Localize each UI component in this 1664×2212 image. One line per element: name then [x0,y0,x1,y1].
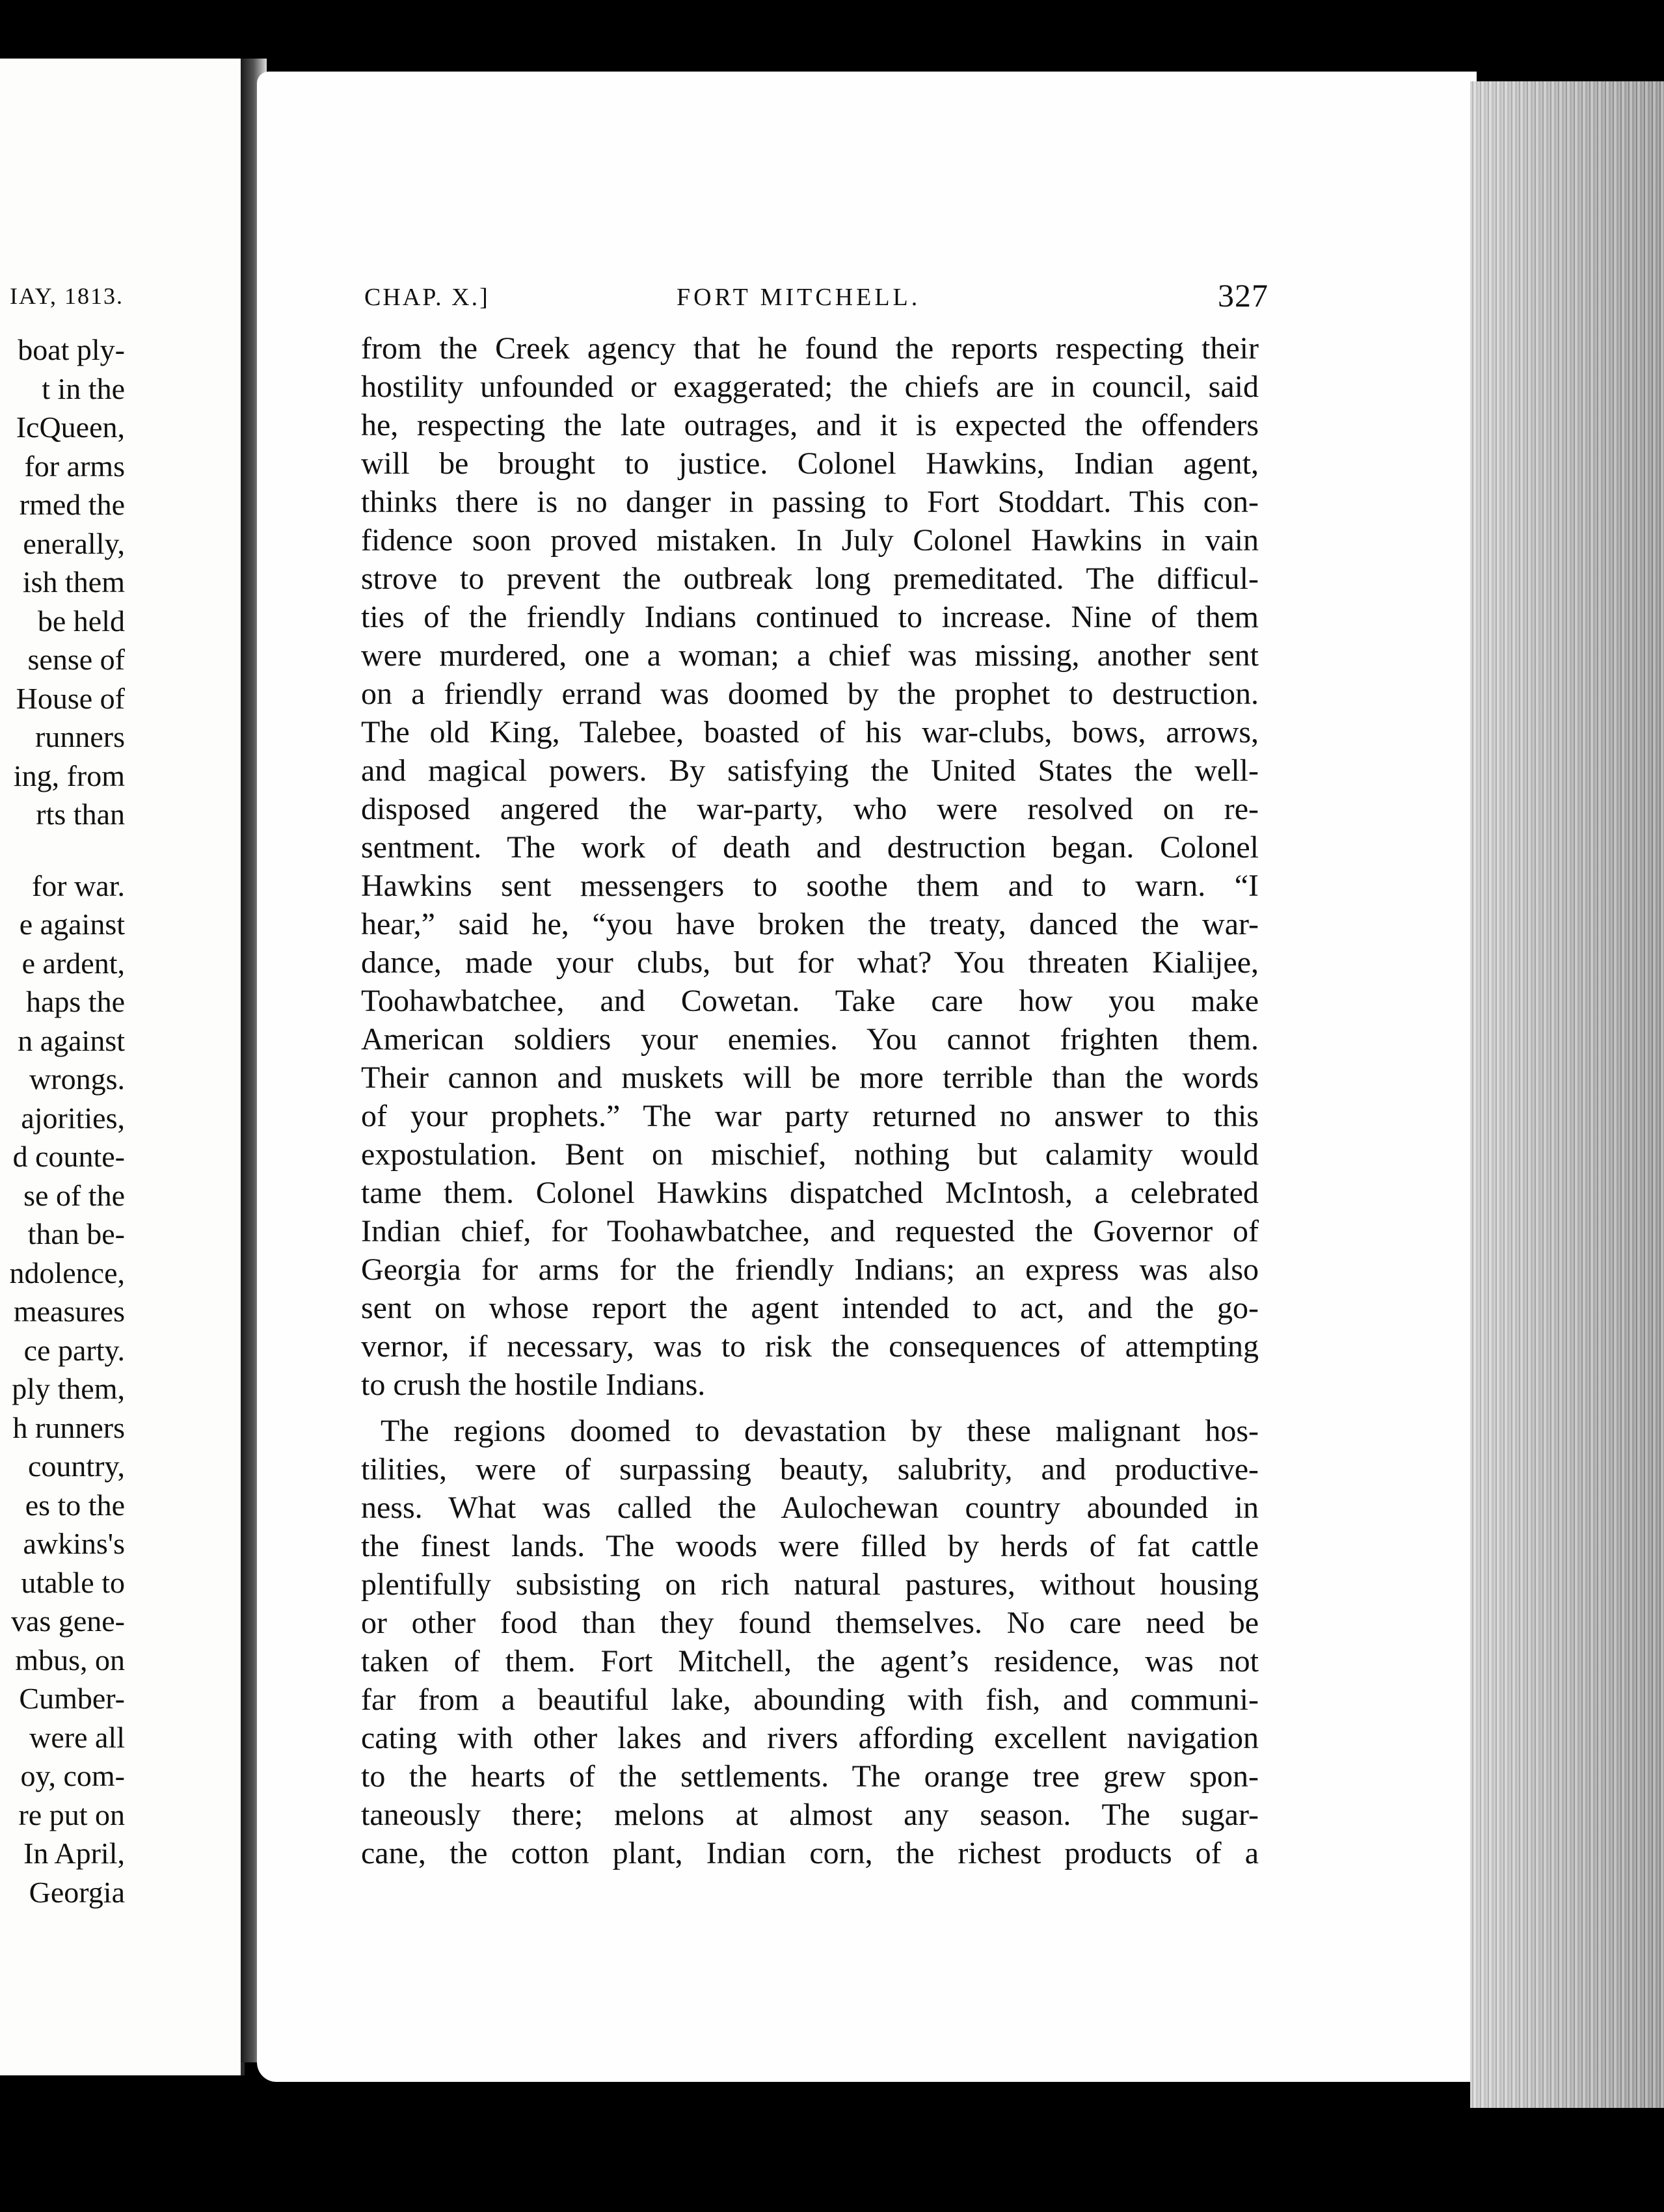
text-line: were murdered, one a woman; a chief was missing, another sent [361,638,1259,673]
text-line: Toohawbatchee, and Cowetan. Take care how you make [361,984,1259,1018]
left-line: runners [35,720,125,753]
left-page-text [0,330,125,1911]
left-line: In April, [23,1837,125,1870]
left-line: oy, com- [20,1759,125,1792]
left-line: than be- [27,1217,125,1250]
text-line: he, respecting the late outrages, and it is expected the offenders [361,408,1259,442]
left-line: e ardent, [21,946,125,980]
left-line: n against [18,1023,125,1057]
text-line: sent on whose report the agent intended to act, and the go- [361,1291,1259,1325]
running-head [364,276,1268,322]
left-line: h runners [12,1410,125,1444]
text-line: ties of the friendly Indians continued to increase. Nine of them [361,600,1259,634]
left-line: t in the [42,371,125,405]
left-line: House of [16,681,125,715]
left-line: ndolence, [9,1256,125,1289]
text-line: The regions doomed to devastation by these malignant hos- [381,1414,1259,1448]
text-line: tilities, were of surpassing beauty, salubrity, and productive- [361,1452,1259,1487]
left-line: haps the [25,985,125,1018]
text-line: expostulation. Bent on mischief, nothing but calamity would [361,1137,1259,1172]
text-line: plentifully subsisting on rich natural pastures, without housing [361,1567,1259,1602]
left-line: IcQueen, [16,411,125,444]
left-line: rmed the [19,488,125,521]
text-line: tame them. Colonel Hawkins dispatched McIntosh, a celebrated [361,1176,1259,1210]
left-line: boat ply- [18,333,125,366]
left-line: re put on [18,1798,125,1831]
left-line: ing, from [13,759,125,792]
left-running-head: IAY, 1813. [9,283,124,309]
left-line: vas gene- [11,1604,125,1638]
left-line: sense of [27,643,125,676]
text-line: strove to prevent the outbreak long premeditated. The difficul- [361,561,1259,596]
text-line: Hawkins sent messengers to soothe them and to warn. “I [361,869,1259,903]
text-line: The old King, Talebee, boasted of his war-clubs, bows, arrows, [361,715,1259,749]
text-line: dance, made your clubs, but for what? You threaten Kialijee, [361,945,1259,980]
text-line: disposed angered the war-party, who were resolved on re- [361,792,1259,826]
left-line: ajorities, [21,1101,125,1135]
left-line: es to the [25,1488,125,1522]
text-line: of your prophets.” The war party returned no answer to this [361,1099,1259,1133]
left-facing-page [0,59,245,2075]
left-line: e against [19,908,125,941]
paragraph [361,329,1259,1404]
text-line: vernor, if necessary, was to risk the consequences of attempting [361,1329,1259,1364]
text-line: American soldiers your enemies. You cannot frighten them. [361,1022,1259,1057]
text-line: the finest lands. The woods were filled by herds of fat cattle [361,1529,1259,1563]
chapter-label: CHAP. X.] [364,284,490,311]
text-line: from the Creek agency that he found the reports respecting their [361,331,1259,366]
text-line: Their cannon and muskets will be more terrible than the words [361,1060,1259,1095]
left-line: ply them, [12,1372,125,1405]
text-line: hear,” said he, “you have broken the treaty, danced the war- [361,907,1259,941]
body-text [361,329,1259,1872]
left-line: measures [13,1295,125,1328]
left-line: awkins's [23,1527,125,1560]
text-line: on a friendly errand was doomed by the prophet to destruction. [361,677,1259,711]
text-line: Georgia for arms for the friendly Indians; an express was also [361,1252,1259,1287]
text-line: fidence soon proved mistaken. In July Colonel Hawkins in vain [361,523,1259,558]
text-line: hostility unfounded or exaggerated; the chiefs are in council, said [361,370,1259,404]
left-line: mbus, on [15,1643,125,1677]
left-line: were all [29,1720,125,1754]
left-line: Georgia [29,1875,125,1909]
left-line: enerally, [23,526,125,560]
text-line: cating with other lakes and rivers affording excellent navigation [361,1721,1259,1755]
page-number: 327 [1218,277,1268,314]
left-line: for arms [24,449,125,483]
page-title: FORT MITCHELL. [677,284,921,311]
text-line: Indian chief, for Toohawbatchee, and requested the Governor of [361,1214,1259,1248]
text-line: or other food than they found themselves. No care need be [361,1606,1259,1640]
left-line: Cumber- [19,1682,125,1715]
left-line: ish them [22,565,125,599]
paragraph [361,1412,1259,1872]
text-line: and magical powers. By satisfying the United States the well- [361,753,1259,788]
left-line: country, [27,1450,125,1483]
left-line: utable to [21,1565,125,1599]
text-line: cane, the cotton plant, Indian corn, the richest products of a [361,1836,1259,1870]
left-line: wrongs. [29,1062,125,1096]
text-line: thinks there is no danger in passing to Fort Stoddart. This con- [361,485,1259,519]
left-line: rts than [36,798,125,831]
left-line: ce party. [23,1333,125,1367]
text-line: to crush the hostile Indians. [361,1368,706,1402]
text-line: sentment. The work of death and destruction began. Colonel [361,830,1259,865]
left-line: se of the [23,1178,125,1212]
text-line: taneously there; melons at almost any season. The sugar- [361,1798,1259,1832]
page-edges [1470,81,1664,2108]
left-line: for war. [31,869,125,902]
text-line: taken of them. Fort Mitchell, the agent’s residence, was not [361,1644,1259,1679]
text-line: to the hearts of the settlements. The orange tree grew spon- [361,1759,1259,1794]
left-line: d counte- [12,1140,125,1173]
text-line: will be brought to justice. Colonel Hawkins, Indian agent, [361,446,1259,481]
text-line: ness. What was called the Aulochewan country abounded in [361,1490,1259,1525]
left-line: be held [37,604,125,638]
text-line: far from a beautiful lake, abounding with fish, and communi- [361,1682,1259,1717]
